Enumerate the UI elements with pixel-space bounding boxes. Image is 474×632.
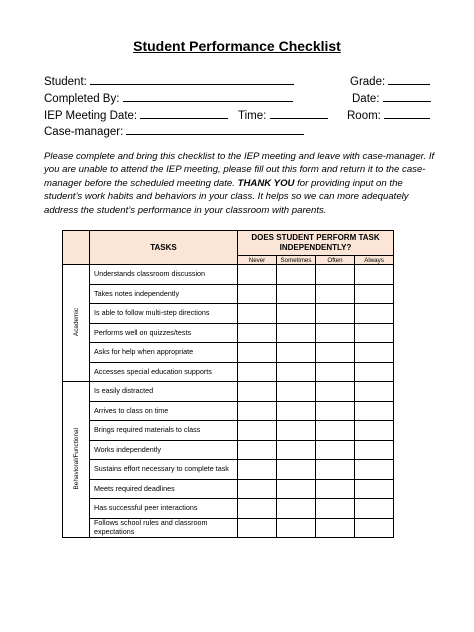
table-row — [63, 323, 394, 343]
task-label: Asks for help when appropriate — [90, 343, 238, 363]
iep-meeting-date-line[interactable] — [140, 108, 228, 119]
task-label: Brings required materials to class — [90, 421, 238, 441]
sometimes-cell[interactable] — [277, 401, 316, 421]
table-row — [63, 382, 394, 402]
never-cell[interactable] — [238, 440, 277, 460]
never-cell[interactable] — [238, 323, 277, 343]
sometimes-cell[interactable] — [277, 440, 316, 460]
time-line[interactable] — [270, 108, 328, 119]
time-label: Time: — [238, 110, 267, 122]
always-cell[interactable] — [355, 304, 394, 324]
behavioral-label: Behavioral/Functional — [72, 427, 80, 490]
table-row — [63, 343, 394, 363]
task-label: Performs well on quizzes/tests — [90, 323, 238, 343]
task-label: Sustains effort necessary to complete task — [90, 460, 238, 480]
always-cell[interactable] — [355, 460, 394, 480]
sometimes-cell[interactable] — [277, 499, 316, 519]
table-row — [63, 499, 394, 519]
often-cell[interactable] — [316, 440, 355, 460]
never-cell[interactable] — [238, 362, 277, 382]
always-cell[interactable] — [355, 382, 394, 402]
behavioral-category — [63, 382, 90, 538]
never-cell[interactable] — [238, 304, 277, 324]
always-cell[interactable] — [355, 323, 394, 343]
case-manager-label: Case-manager: — [44, 126, 124, 138]
table-row — [63, 421, 394, 441]
iep-meeting-date-label: IEP Meeting Date: — [44, 110, 138, 122]
often-cell[interactable] — [316, 499, 355, 519]
often-cell[interactable] — [316, 323, 355, 343]
task-label: Has successful peer interactions — [90, 499, 238, 519]
academic-category — [63, 265, 90, 382]
table-row — [63, 304, 394, 324]
never-cell[interactable] — [238, 518, 277, 538]
table-row — [63, 362, 394, 382]
table-row — [63, 518, 394, 538]
room-field[interactable] — [347, 108, 430, 122]
sometimes-cell[interactable] — [277, 323, 316, 343]
table-row — [63, 401, 394, 421]
always-cell[interactable] — [355, 440, 394, 460]
completed-by-field[interactable] — [44, 91, 293, 105]
date-field[interactable] — [352, 91, 431, 105]
room-line[interactable] — [384, 108, 430, 119]
student-line[interactable] — [90, 74, 294, 85]
often-cell[interactable] — [316, 460, 355, 480]
instructions-text-2: for providing input on the student’s work habits and behaviors in your class. It helps so we can more adequately address the student’s performance in your classroom with parents. — [44, 177, 409, 216]
grade-label: Grade: — [350, 76, 386, 88]
grade-line[interactable] — [388, 74, 430, 85]
sometimes-cell[interactable] — [277, 518, 316, 538]
sometimes-cell[interactable] — [277, 460, 316, 480]
always-cell[interactable] — [355, 343, 394, 363]
instructions-paragraph — [44, 150, 439, 217]
always-cell[interactable] — [355, 265, 394, 285]
sometimes-cell[interactable] — [277, 304, 316, 324]
never-cell[interactable] — [238, 401, 277, 421]
often-cell[interactable] — [316, 421, 355, 441]
student-label: Student: — [44, 76, 87, 88]
sometimes-cell[interactable] — [277, 362, 316, 382]
student-field[interactable] — [44, 74, 294, 88]
always-cell[interactable] — [355, 362, 394, 382]
question-header: DOES STUDENT PERFORM TASK INDEPENDENTLY? — [238, 231, 394, 256]
never-cell[interactable] — [238, 343, 277, 363]
completed-by-label: Completed By: — [44, 93, 120, 105]
iep-meeting-date-field[interactable] — [44, 108, 228, 122]
tasks-header: TASKS — [90, 231, 238, 265]
sometimes-cell[interactable] — [277, 421, 316, 441]
academic-label: Academic — [72, 307, 80, 337]
always-cell[interactable] — [355, 284, 394, 304]
often-cell[interactable] — [316, 284, 355, 304]
grade-field[interactable] — [350, 74, 430, 88]
table-row — [63, 284, 394, 304]
task-label: Arrives to class on time — [90, 401, 238, 421]
sometimes-cell[interactable] — [277, 382, 316, 402]
sometimes-header: Sometimes — [277, 256, 316, 265]
date-label: Date: — [352, 93, 380, 105]
often-cell[interactable] — [316, 362, 355, 382]
performance-checklist-table — [62, 230, 394, 538]
always-cell[interactable] — [355, 401, 394, 421]
often-cell[interactable] — [316, 304, 355, 324]
task-label: Understands classroom discussion — [90, 265, 238, 285]
task-label: Accesses special education supports — [90, 362, 238, 382]
task-label: Works independently — [90, 440, 238, 460]
often-cell[interactable] — [316, 518, 355, 538]
always-header: Always — [355, 256, 394, 265]
sometimes-cell[interactable] — [277, 265, 316, 285]
always-cell[interactable] — [355, 421, 394, 441]
date-line[interactable] — [383, 91, 431, 102]
never-header: Never — [238, 256, 277, 265]
case-manager-line[interactable] — [126, 124, 304, 135]
always-cell[interactable] — [355, 518, 394, 538]
room-label: Room: — [347, 110, 381, 122]
table-row — [63, 460, 394, 480]
task-label: Follows school rules and classroom expectations — [90, 518, 238, 538]
table-row — [63, 265, 394, 285]
often-cell[interactable] — [316, 343, 355, 363]
never-cell[interactable] — [238, 382, 277, 402]
table-row — [63, 479, 394, 499]
often-cell[interactable] — [316, 265, 355, 285]
task-label: Takes notes independently — [90, 284, 238, 304]
never-cell[interactable] — [238, 421, 277, 441]
task-label: Is easily distracted — [90, 382, 238, 402]
sometimes-cell[interactable] — [277, 284, 316, 304]
task-label: Is able to follow multi-step directions — [90, 304, 238, 324]
thank-you-text: THANK YOU — [237, 177, 295, 189]
table-row — [63, 440, 394, 460]
often-header: Often — [316, 256, 355, 265]
task-label: Meets required deadlines — [90, 479, 238, 499]
never-cell[interactable] — [238, 460, 277, 480]
sometimes-cell[interactable] — [277, 343, 316, 363]
often-cell[interactable] — [316, 382, 355, 402]
case-manager-field[interactable] — [44, 124, 304, 138]
time-field[interactable] — [238, 108, 328, 122]
never-cell[interactable] — [238, 479, 277, 499]
never-cell[interactable] — [238, 499, 277, 519]
page-title: Student Performance Checklist — [133, 38, 341, 54]
always-cell[interactable] — [355, 499, 394, 519]
completed-by-line[interactable] — [123, 91, 293, 102]
instructions-text-1: Please complete and bring this checklist to the IEP meeting and leave with case-manager. If you are unable to attend the IEP meeting, please fill out this form and return it to the case-manager before the scheduled meeting date. — [44, 151, 435, 189]
category-header — [63, 231, 90, 265]
often-cell[interactable] — [316, 401, 355, 421]
sometimes-cell[interactable] — [277, 479, 316, 499]
always-cell[interactable] — [355, 479, 394, 499]
never-cell[interactable] — [238, 284, 277, 304]
never-cell[interactable] — [238, 265, 277, 285]
often-cell[interactable] — [316, 479, 355, 499]
